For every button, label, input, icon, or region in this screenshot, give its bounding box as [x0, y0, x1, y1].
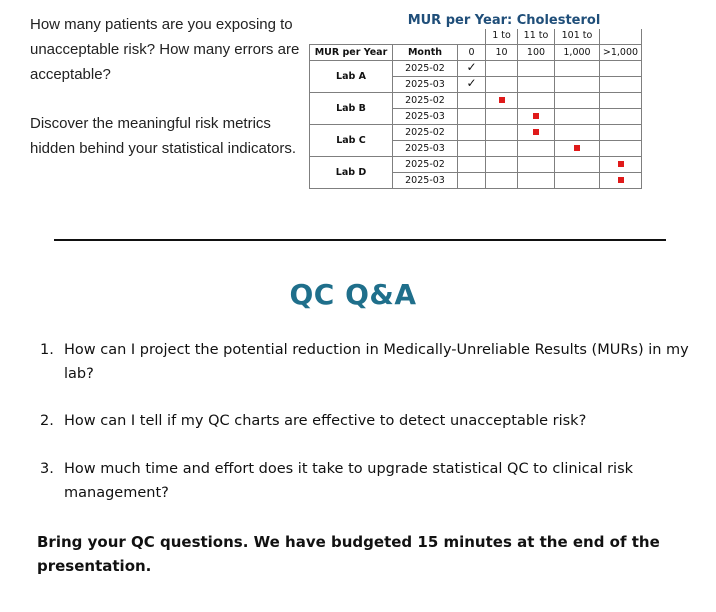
month-cell: 2025-03: [393, 108, 458, 124]
bin-cell: [458, 172, 486, 188]
mur-table-body: [310, 60, 642, 188]
mur-row: [310, 92, 642, 108]
question-text: How can I project the potential reduction in Medically-Unreliable Results (MURs) in my lab?: [64, 342, 689, 382]
bin-header-0: 0: [458, 44, 486, 60]
bin-cell: [486, 108, 518, 124]
bin-cell: [600, 172, 642, 188]
check-icon: ✓: [466, 75, 477, 90]
month-header: Month: [393, 44, 458, 60]
red-square-icon: [499, 97, 505, 103]
bin-cell: [600, 124, 642, 140]
red-square-icon: [618, 161, 624, 167]
bin-cell: [555, 124, 600, 140]
month-cell: 2025-03: [393, 140, 458, 156]
question-text: How much time and effort does it take to upgrade statistical QC to clinical risk management?: [64, 461, 634, 501]
bin-cell: [486, 140, 518, 156]
mur-header-row-1: [310, 29, 642, 44]
month-cell: 2025-02: [393, 92, 458, 108]
bin-header-top-3: 101 to: [555, 29, 600, 44]
bin-cell: [600, 92, 642, 108]
bin-cell: [518, 108, 555, 124]
bin-cell: [486, 124, 518, 140]
bin-cell: [486, 76, 518, 92]
question-list: [40, 338, 690, 529]
mur-row: [310, 156, 642, 172]
question-item-1: [40, 338, 690, 386]
bin-cell: [555, 108, 600, 124]
mur-table-figure: [309, 12, 689, 186]
bin-cell: [486, 172, 518, 188]
bin-cell: [600, 140, 642, 156]
section-divider: [54, 239, 666, 241]
mur-corner-header: MUR per Year: [310, 44, 393, 60]
lab-name: Lab A: [310, 60, 393, 92]
month-cell: 2025-02: [393, 124, 458, 140]
bin-header-2: 100: [518, 44, 555, 60]
closing-note: Bring your QC questions. We have budgeted 15 minutes at the end of the presentation.: [37, 533, 660, 575]
check-icon: ✓: [466, 59, 477, 74]
qa-title-text: QC Q&A: [289, 278, 417, 311]
bin-cell: [555, 140, 600, 156]
question-number: 3.: [40, 461, 54, 477]
bin-cell: [458, 108, 486, 124]
question-item-2: [40, 409, 690, 433]
bin-cell: [555, 172, 600, 188]
bin-cell: [555, 60, 600, 76]
intro-paragraph-1: How many patients are you exposing to unacceptable risk? How many errors are acceptable?: [30, 16, 300, 83]
bin-cell: [518, 140, 555, 156]
mur-row: [310, 124, 642, 140]
month-cell: 2025-03: [393, 76, 458, 92]
month-cell: 2025-02: [393, 156, 458, 172]
red-square-icon: [574, 145, 580, 151]
bin-cell: [458, 76, 486, 92]
bin-cell: [555, 92, 600, 108]
question-text: How can I tell if my QC charts are effective to detect unacceptable risk?: [64, 413, 587, 429]
bin-cell: [518, 124, 555, 140]
bin-cell: [600, 108, 642, 124]
bin-cell: [486, 156, 518, 172]
lab-name: Lab D: [310, 156, 393, 188]
bin-cell: [555, 156, 600, 172]
bin-header-top-2: 11 to: [518, 29, 555, 44]
bin-cell: [458, 140, 486, 156]
bin-cell: [458, 156, 486, 172]
lab-name: Lab B: [310, 92, 393, 124]
red-square-icon: [533, 129, 539, 135]
question-number: 2.: [40, 413, 54, 429]
bin-cell: [486, 92, 518, 108]
bin-cell: [518, 92, 555, 108]
bin-cell: [518, 156, 555, 172]
lab-name: Lab C: [310, 124, 393, 156]
bin-cell: [600, 60, 642, 76]
bin-cell: [600, 76, 642, 92]
bin-cell: [458, 60, 486, 76]
mur-table: [309, 29, 642, 189]
bin-header-top-1: 1 to: [486, 29, 518, 44]
bin-cell: [458, 92, 486, 108]
intro-text: [30, 12, 300, 161]
qa-title: [0, 278, 716, 311]
month-cell: 2025-03: [393, 172, 458, 188]
bin-header-1: 10: [486, 44, 518, 60]
question-item-3: [40, 457, 690, 505]
bin-header-3: 1,000: [555, 44, 600, 60]
red-square-icon: [618, 177, 624, 183]
bin-cell: [518, 60, 555, 76]
bin-cell: [486, 60, 518, 76]
bin-cell: [555, 76, 600, 92]
month-cell: 2025-02: [393, 60, 458, 76]
bin-header-4: >1,000: [600, 44, 642, 60]
intro-paragraph-2: Discover the meaningful risk metrics hidden behind your statistical indicators.: [30, 115, 296, 157]
mur-table-title: MUR per Year: Cholesterol: [407, 13, 601, 28]
bin-cell: [600, 156, 642, 172]
red-square-icon: [533, 113, 539, 119]
bin-cell: [518, 76, 555, 92]
bin-cell: [518, 172, 555, 188]
mur-row: [310, 60, 642, 76]
bin-cell: [458, 124, 486, 140]
question-number: 1.: [40, 342, 54, 358]
mur-header-row-2: [310, 44, 642, 60]
